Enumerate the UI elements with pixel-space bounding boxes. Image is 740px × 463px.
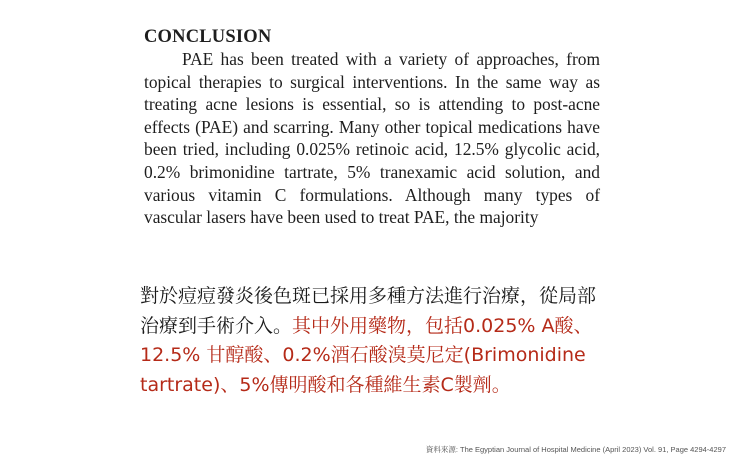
excerpt-body: PAE has been treated with a variety of approaches, from topical therapies to surgical interventions. In the same way as treating acne lesions is essential, so is attending to post-acne effects (PAE) and scarring. Many other topical medications have been tried, including 0.025% retinoic acid, 12.5% glycolic acid, 0.2% brimonidine tartrate, 5% tranexamic acid solution, and various vitamin C formulations. Although many types of vascular lasers have been used to treat PAE, the majority — [144, 49, 600, 228]
chinese-summary — [140, 282, 610, 400]
journal-excerpt — [144, 26, 600, 229]
source-citation: 資料來源: The Egyptian Journal of Hospital Medicine (April 2023) Vol. 91, Page 4294-4297 — [425, 445, 726, 454]
summary-intro: 對於痘痘發炎後色斑已採用多種方法進行治療，從局部治療到手術介入。 — [140, 285, 597, 337]
excerpt-heading: CONCLUSION — [144, 27, 272, 47]
summary-highlight: 其中外用藥物，包括0.025% A酸、12.5% 甘醇酸、0.2%酒石酸溴莫尼定(Brimonidine tartrate)、5%傳明酸和各種維生素C製劑。 — [140, 314, 593, 396]
